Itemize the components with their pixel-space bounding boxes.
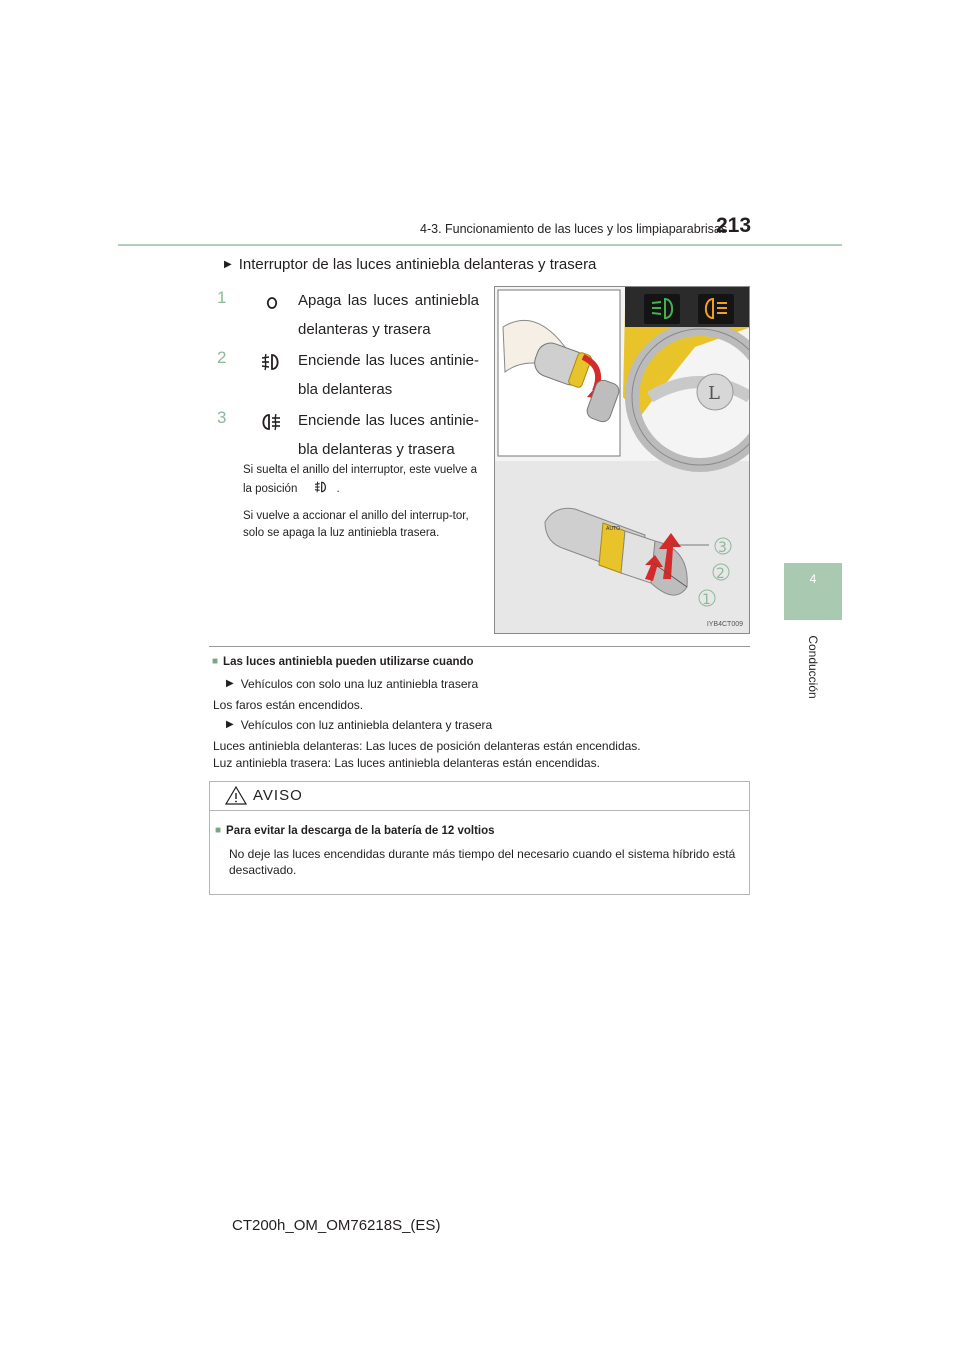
document-code-footer: CT200h_OM_OM76218S_(ES) — [232, 1217, 441, 1234]
figure-callout-3: 3 — [718, 540, 727, 556]
item-number-1: 1 — [217, 288, 227, 307]
item-number-3: 3 — [217, 408, 227, 427]
svg-text:L: L — [708, 383, 720, 404]
switch-stalk-closeup — [545, 508, 709, 595]
square-bullet-icon: ■ — [212, 656, 219, 667]
fog-switch-figure — [494, 286, 750, 634]
note-release-ring — [243, 462, 481, 498]
front-fog-inline-icon — [310, 479, 332, 495]
warning-header-rule — [209, 810, 750, 811]
fog-switch-illustration — [495, 287, 750, 634]
page-number: 213 — [716, 214, 752, 237]
chapter-label-text: Conducción — [806, 635, 820, 699]
section-rule — [209, 646, 750, 647]
usage-case2-line2: Luz antiniebla trasera: Las luces antiniebla delanteras están encendidas. — [213, 756, 600, 770]
item-text-2: Enciende las luces antinie-bla delanteras — [298, 352, 479, 398]
warning-triangle-icon — [225, 785, 247, 805]
chapter-label — [800, 630, 826, 704]
square-bullet-icon: ■ — [215, 825, 222, 836]
usage-case2-line1: Luces antiniebla delanteras: Las luces de posición delanteras están encendidas. — [213, 739, 641, 753]
rear-fog-icon — [258, 410, 284, 434]
usage-case1-text: Los faros están encendidos. — [213, 698, 364, 712]
chapter-number: 4 — [809, 572, 817, 586]
triangle-bullet-icon: ▶ — [226, 678, 234, 689]
note-operate-again: Si vuelve a accionar el anillo del interrup-tor, solo se apaga la luz antiniebla trasera. — [243, 510, 469, 539]
front-fog-icon — [258, 350, 284, 374]
subheading-text: Interruptor de las luces antiniebla delanteras y trasera — [238, 256, 597, 273]
triangle-bullet-icon: ▶ — [226, 719, 234, 730]
warning-title: AVISO — [253, 787, 303, 804]
usage-case1-title — [226, 677, 478, 691]
warning-heading-text: Para evitar la descarga de la batería de 12 voltios — [226, 825, 495, 837]
usage-case2-title — [226, 718, 492, 732]
note-release-end: . — [336, 483, 340, 495]
header-rule — [118, 244, 842, 246]
warning-heading — [215, 825, 495, 837]
note-release-text: Si suelta el anillo del interruptor, este vuelve a la posición — [243, 464, 477, 495]
fog-off-icon — [260, 291, 286, 315]
usage-case1-title-text: Vehículos con solo una luz antiniebla trasera — [240, 677, 479, 691]
item-text-1: Apaga las luces antiniebla delanteras y trasera — [298, 292, 479, 338]
figure-callout-1: 1 — [702, 592, 711, 608]
warning-text: No deje las luces encendidas durante más tiempo del necesario cuando el sistema híbrido está desactivado. — [229, 847, 736, 877]
usage-heading — [212, 656, 474, 668]
usage-heading-text: Las luces antiniebla pueden utilizarse cuando — [223, 656, 474, 668]
triangle-bullet-icon: ▶ — [224, 259, 232, 270]
item-text-3: Enciende las luces antinie-bla delanteras y trasera — [298, 412, 479, 458]
section-subheading — [224, 256, 596, 273]
figure-code: IYB4CT009 — [706, 621, 743, 628]
figure-callout-2: 2 — [716, 566, 725, 582]
switch-auto-label: AUTO — [606, 526, 621, 532]
running-header-section: 4-3. Funcionamiento de las luces y los limpiaparabrisas — [420, 222, 728, 236]
usage-case2-title-text: Vehículos con luz antiniebla delantera y trasera — [240, 718, 493, 732]
item-number-2: 2 — [217, 348, 227, 367]
